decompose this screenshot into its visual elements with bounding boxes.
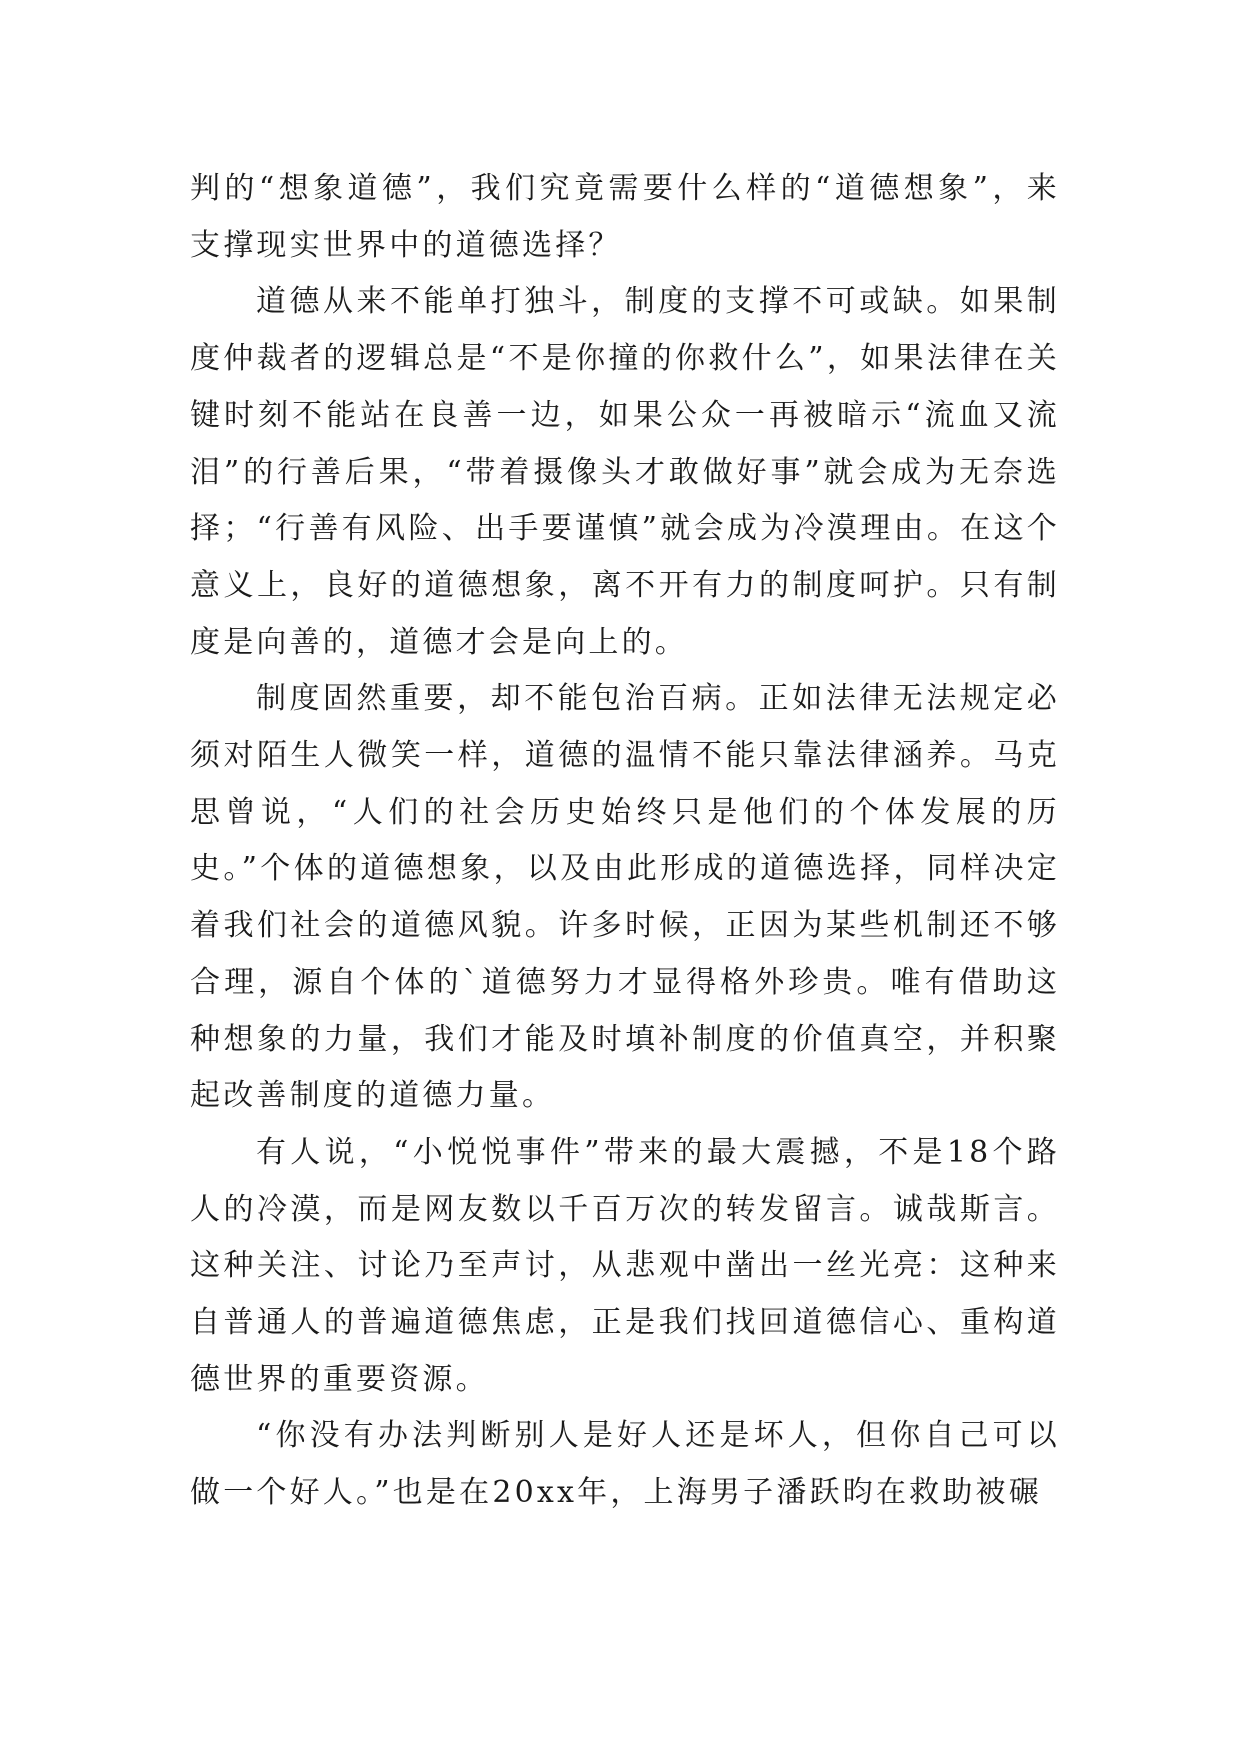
- paragraph-1: 判的“想象道德”，我们究竟需要什么样的“道德想象”，来支撑现实世界中的道德选择？: [190, 171, 1060, 263]
- paragraph-4: 有人说，“小悦悦事件”带来的最大震撼，不是18个路人的冷漠，而是网友数以千百万次的转发留言。诚哉斯言。这种关注、讨论乃至声讨，从悲观中凿出一丝光亮：这种来自普通人的普遍道德焦虑，正是我们找回道德信心、重构道德世界的重要资源。: [190, 1134, 1060, 1397]
- paragraph-2: 道德从来不能单打独斗，制度的支撑不可或缺。如果制度仲裁者的逻辑总是“不是你撞的你救什么”，如果法律在关键时刻不能站在良善一边，如果公众一再被暗示“流血又流泪”的行善后果，“带着摄像头才敢做好事”就会成为无奈选择；“行善有风险、出手要谨慎”就会成为冷漠理由。在这个意义上，良好的道德想象，离不开有力的制度呵护。只有制度是向善的，道德才会是向上的。: [190, 284, 1060, 660]
- document-body: [190, 161, 1060, 1522]
- paragraph-5: “你没有办法判断别人是好人还是坏人，但你自己可以做一个好人。”也是在20xx年，上海男子潘跃昀在救助被碾: [190, 1418, 1060, 1511]
- paragraph-3: 制度固然重要，却不能包治百病。正如法律无法规定必须对陌生人微笑一样，道德的温情不能只靠法律涵养。马克思曾说，“人们的社会历史始终只是他们的个体发展的历史。”个体的道德想象，以及由此形成的道德选择，同样决定着我们社会的道德风貌。许多时候，正因为某些机制还不够合理，源自个体的`道德努力才显得格外珍贵。唯有借助这种想象的力量，我们才能及时填补制度的价值真空，并积聚起改善制度的道德力量。: [190, 681, 1060, 1114]
